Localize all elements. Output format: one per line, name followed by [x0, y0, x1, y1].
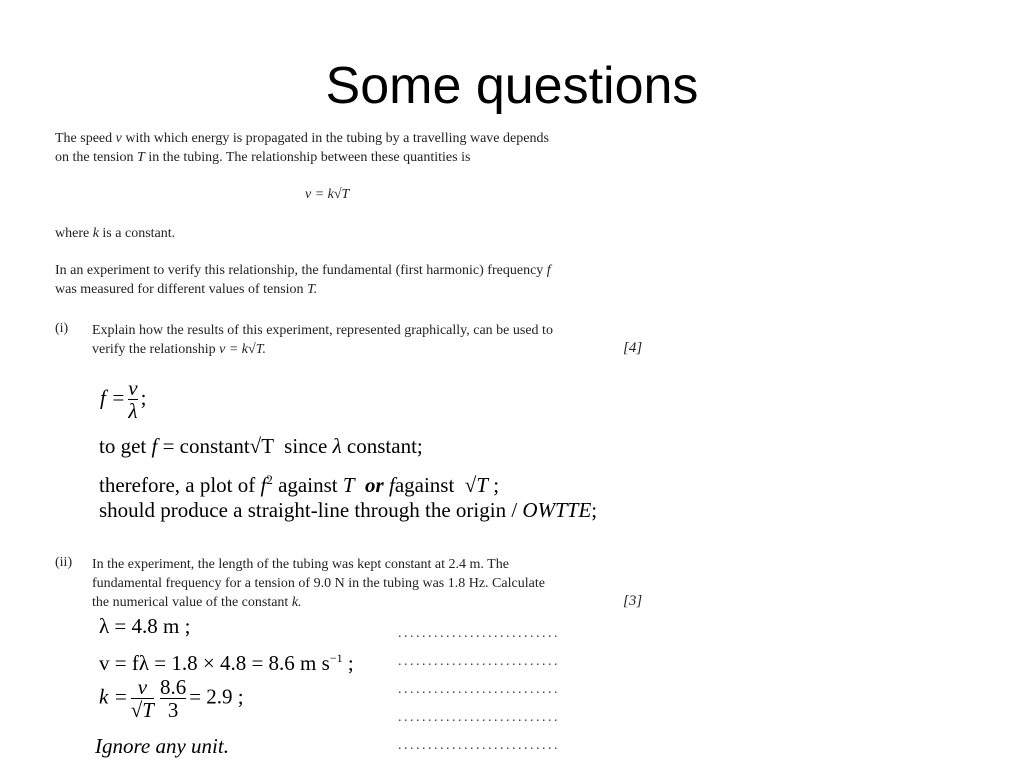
answer-i-text-to-get: to get	[99, 434, 147, 458]
experiment-var-t: T.	[307, 282, 318, 297]
answer-line-dots: ...........................	[398, 738, 560, 753]
answer-i-straight-line: should produce a straight-line through the origin /	[99, 498, 518, 522]
slide-title: Some questions	[325, 57, 699, 115]
experiment-var-f: f	[546, 263, 551, 278]
answer-i-or: or	[365, 473, 384, 497]
part-i-marks: [4]	[623, 340, 643, 356]
fraction-sqrt-t: √T	[130, 698, 154, 723]
answer-i-against-2: against	[394, 473, 455, 497]
answer-ii-superscript: −1	[329, 651, 343, 665]
answer-ii-result: = 2.9 ;	[189, 684, 244, 709]
answer-ii-ignore-unit: Ignore any unit.	[95, 734, 229, 758]
answer-i-semicolon-3: ;	[493, 473, 500, 497]
fraction-v-over-sqrt-t	[131, 676, 154, 721]
answer-i-var-f: f	[151, 434, 158, 458]
answer-i-superscript: 2	[266, 472, 273, 487]
answer-line-dots: ...........................	[398, 626, 560, 641]
fraction-3: 3	[160, 698, 186, 721]
answer-ii-line-3	[99, 676, 244, 721]
answer-i-line-4	[99, 496, 597, 524]
answer-i-semicolon-4: ;	[591, 498, 598, 522]
intro-var-v: v	[115, 131, 122, 146]
intro-text-1b: with which energy is propagated in the tubing by a travelling wave depends	[125, 131, 549, 146]
intro-text-2a: on the tension	[55, 150, 134, 165]
answer-line-dots: ...........................	[398, 654, 560, 669]
where-text: where	[55, 226, 90, 241]
fraction-den: λ	[128, 399, 138, 424]
part-i-equation: v = k√T.	[219, 342, 266, 357]
intro-text-1: The speed	[55, 131, 113, 146]
part-ii-line-1: In the experiment, the length of the tubing was kept constant at 2.4 m. The	[92, 557, 509, 572]
equation-v-k-sqrt-t: v = k√T	[305, 187, 350, 202]
answer-i-semicolon: ;	[140, 385, 147, 410]
part-i-line-1: Explain how the results of this experiment, represented graphically, can be used to	[92, 323, 553, 338]
answer-i-sqrt-t: √T	[464, 473, 489, 497]
part-i-line-2: verify the relationship	[92, 342, 216, 357]
answer-line-dots: ...........................	[398, 682, 560, 697]
intro-text-2b: in the tubing. The relationship between these quantities is	[148, 150, 471, 165]
answer-i-var-f-2: f	[388, 473, 395, 497]
where-k-constant	[55, 224, 175, 243]
fraction-num: v	[128, 376, 138, 400]
question-intro	[55, 129, 615, 167]
answer-i-line-1	[100, 377, 146, 422]
experiment-description	[55, 261, 625, 299]
experiment-text-1: In an experiment to verify this relationship, the fundamental (first harmonic) frequency	[55, 263, 544, 278]
answer-i-constant-sqrt-t: = constant√T	[162, 434, 274, 458]
experiment-text-2: was measured for different values of tension	[55, 282, 304, 297]
answer-i-owtte: OWTTE	[522, 498, 592, 522]
part-ii-marks: [3]	[623, 593, 643, 609]
answer-ii-k-eq: k =	[99, 684, 128, 709]
answer-line-dots: ...........................	[398, 710, 560, 725]
part-ii-number: (ii)	[55, 555, 73, 570]
where-var-k: k	[92, 226, 99, 241]
part-ii-line-3: the numerical value of the constant	[92, 595, 289, 610]
fraction-8-6-over-3	[160, 676, 186, 721]
answer-ii-line-2	[99, 644, 354, 677]
answer-i-var-t: T	[342, 473, 355, 497]
answer-i-constant: constant;	[346, 434, 423, 458]
fraction-v: v	[137, 675, 148, 699]
answer-i-line-3	[99, 466, 499, 499]
part-i-number: (i)	[55, 321, 69, 336]
fraction-v-over-lambda	[128, 377, 137, 422]
part-i-question	[92, 321, 622, 359]
answer-ii-line-1: λ = 4.8 m ;	[99, 614, 191, 638]
answer-ii-v-calc: v = fλ = 1.8 × 4.8 = 8.6 m s	[99, 651, 330, 675]
part-ii-question	[92, 555, 612, 612]
answer-i-plot-of: therefore, a plot of	[99, 473, 256, 497]
answer-i-line-2	[99, 432, 423, 460]
answer-i-against-1: against	[278, 473, 338, 497]
intro-var-t: T	[137, 150, 145, 165]
where-text-b: is a constant.	[102, 226, 176, 241]
part-ii-var-k: k.	[291, 595, 302, 610]
answer-ii-semicolon: ;	[347, 651, 354, 675]
part-ii-line-2: fundamental frequency for a tension of 9.0 N in the tubing was 1.8 Hz. Calculate	[92, 576, 545, 591]
answer-i-lambda: λ	[332, 434, 342, 458]
answer-i-since: since	[284, 434, 328, 458]
fraction-8-6: 8.6	[159, 675, 187, 699]
answer-i-f-squared: f	[260, 473, 267, 497]
answer-i-f-eq: f =	[100, 385, 126, 410]
